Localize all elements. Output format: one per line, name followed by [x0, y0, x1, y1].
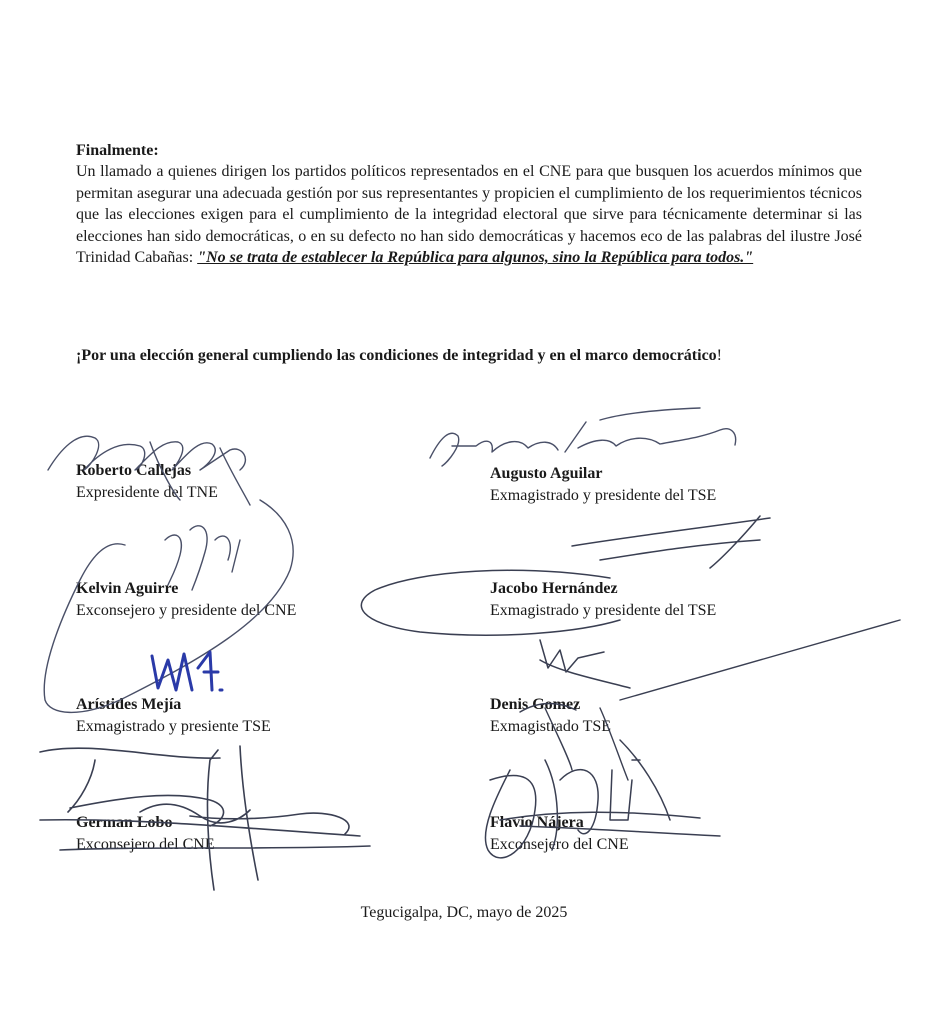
signatory-name: German Lobo — [76, 814, 173, 831]
closing-mark: ! — [716, 347, 722, 364]
closing-statement — [76, 345, 862, 367]
signatory-jacobo-hernandez — [490, 578, 716, 622]
signatory-name: Denis Gomez — [490, 696, 581, 713]
paragraph-text: Un llamado a quienes dirigen los partidos políticos representados en el CNE para que busquen los acuerdos mínimos que permitan asegurar una adecuada gestión por sus representantes y propicien el cumplimiento de los requerimientos técnicos que las elecciones exigen para el cumplimiento de la integridad electoral que sirve para técnicamente determinar si las elecciones han sido democráticas, o en su defecto no han sido democráticas y hacemos eco de las palabras del ilustre José Trinidad Cabañas: — [76, 163, 862, 267]
place-date-footer: Tegucigalpa, DC, mayo de 2025 — [360, 904, 568, 921]
signatory-kelvin-aguirre — [76, 578, 296, 622]
signatory-role: Exconsejero del CNE — [490, 836, 629, 853]
signatory-role: Exmagistrado TSE — [490, 718, 612, 735]
signatory-name: Augusto Aguilar — [490, 465, 603, 482]
signatory-name: Roberto Callejas — [76, 462, 192, 479]
signatory-role: Exconsejero y presidente del CNE — [76, 602, 297, 619]
body-paragraph — [76, 161, 862, 269]
signatory-name: Flavio Nájera — [490, 814, 584, 831]
signatory-role: Exmagistrado y presidente del TSE — [490, 487, 717, 504]
signatory-name: Jacobo Hernández — [490, 580, 618, 597]
signatory-german-lobo — [76, 812, 215, 856]
signature-augusto-aguilar — [430, 408, 736, 466]
closing-text: ¡Por una elección general cumpliendo las condiciones de integridad y en el marco democrático — [76, 347, 717, 364]
cabanas-quote: "No se trata de establecer la República para algunos, sino la República para todos." — [197, 249, 754, 267]
signatory-role: Expresidente del TNE — [76, 484, 218, 501]
signatory-role: Exmagistrado y presiente TSE — [76, 718, 271, 735]
signature-aristides-mejia — [152, 652, 222, 690]
signatory-denis-gomez — [490, 694, 611, 738]
signatory-role: Exmagistrado y presidente del TSE — [490, 602, 717, 619]
signatory-aristides-mejia — [76, 694, 271, 738]
signatory-flavio-najera — [490, 812, 629, 856]
signatory-roberto-callejas — [76, 460, 218, 504]
signatory-name: Arístides Mejía — [76, 696, 182, 713]
section-heading: Finalmente: — [76, 142, 159, 159]
signatory-role: Exconsejero del CNE — [76, 836, 215, 853]
signatory-name: Kelvin Aguirre — [76, 580, 179, 597]
signatory-augusto-aguilar — [490, 463, 716, 507]
